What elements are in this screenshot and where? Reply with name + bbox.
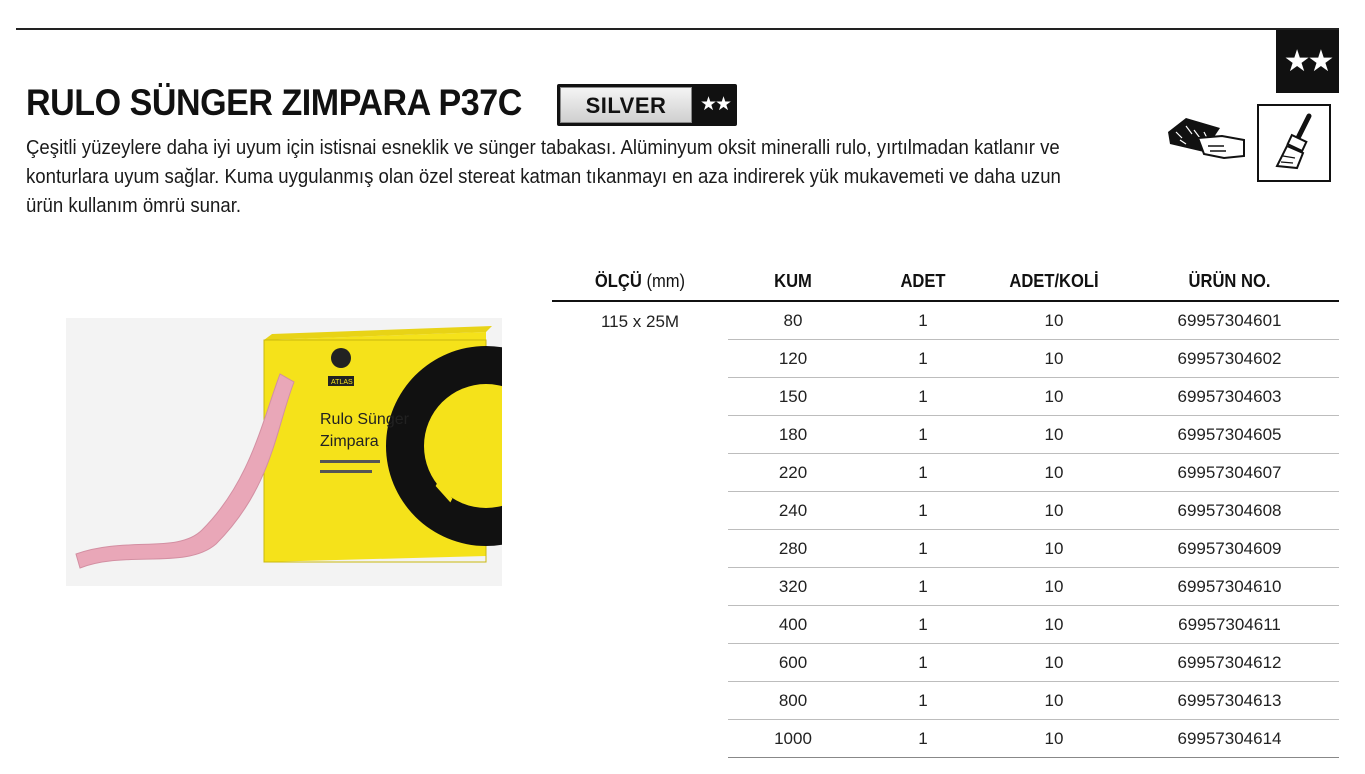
per-box-cell: 10 [988,720,1120,758]
badge-label: SILVER [560,87,692,123]
qty-cell: 1 [858,606,988,644]
code-cell: 69957304613 [1120,682,1339,720]
grit-cell: 240 [728,492,858,530]
per-box-cell: 10 [988,340,1120,378]
svg-text:ATLAS: ATLAS [427,404,502,507]
grit-cell: 800 [728,682,858,720]
grit-cell: 120 [728,340,858,378]
product-image [66,318,502,586]
size-cell: 115 x 25M [600,312,680,331]
box-label-line1: Rulo Sünger [320,411,409,428]
code-cell: 69957304608 [1120,492,1339,530]
grit-cell: 180 [728,416,858,454]
qty-cell: 1 [858,720,988,758]
per-box-cell: 10 [988,301,1120,340]
grit-cell: 220 [728,454,858,492]
paint-brush-icon [1257,104,1331,182]
spec-table [552,262,1339,758]
col-header-qty: ADET [863,262,983,301]
silver-badge [557,84,737,126]
per-box-cell: 10 [988,492,1120,530]
code-cell: 69957304603 [1120,378,1339,416]
per-box-cell: 10 [988,530,1120,568]
per-box-cell: 10 [988,416,1120,454]
qty-cell: 1 [858,416,988,454]
grit-cell: 400 [728,606,858,644]
hand-sanding-icon [1164,112,1248,168]
qty-cell: 1 [858,340,988,378]
per-box-cell: 10 [988,682,1120,720]
svg-text:ATLAS: ATLAS [331,379,353,386]
grit-cell: 1000 [728,720,858,758]
col-header-grit: KUM [733,262,853,301]
code-cell: 69957304612 [1120,644,1339,682]
code-cell: 69957304601 [1120,301,1339,340]
page-title: RULO SÜNGER ZIMPARA P37C [26,82,522,123]
qty-cell: 1 [858,682,988,720]
per-box-cell: 10 [988,568,1120,606]
grit-cell: 320 [728,568,858,606]
rating-stars-corner: ★★ [1276,30,1339,93]
col-header-size: ÖLÇÜ (mm) [559,262,721,301]
per-box-cell: 10 [988,378,1120,416]
grit-cell: 80 [728,301,858,340]
grit-cell: 600 [728,644,858,682]
table-row [552,301,1339,340]
qty-cell: 1 [858,644,988,682]
qty-cell: 1 [858,568,988,606]
code-cell: 69957304609 [1120,530,1339,568]
qty-cell: 1 [858,530,988,568]
grit-cell: 280 [728,530,858,568]
col-header-code: ÜRÜN NO. [1129,262,1330,301]
code-cell: 69957304610 [1120,568,1339,606]
box-label-line2: Zimpara [320,433,379,450]
table-header-row [552,262,1339,301]
per-box-cell: 10 [988,454,1120,492]
code-cell: 69957304605 [1120,416,1339,454]
qty-cell: 1 [858,454,988,492]
code-cell: 69957304611 [1120,606,1339,644]
code-cell: 69957304607 [1120,454,1339,492]
grit-cell: 150 [728,378,858,416]
product-description: Çeşitli yüzeylere daha iyi uyum için istisnai esneklik ve sünger tabakası. Alüminyum oksit mineralli rulo, yırtılmadan katlanır ve konturlara uyum sağlar. Kuma uygulanmış olan özel stereat katman tıkanmayı en aza indirerek yük mukavemeti ve daha uzun ürün kullanım ömrü sunar. [26,137,1061,217]
top-rule [16,28,1339,30]
qty-cell: 1 [858,492,988,530]
code-cell: 69957304614 [1120,720,1339,758]
badge-stars-icon: ★★ [699,94,731,115]
qty-cell: 1 [858,378,988,416]
per-box-cell: 10 [988,606,1120,644]
per-box-cell: 10 [988,644,1120,682]
col-header-per-box: ADET/KOLİ [993,262,1114,301]
code-cell: 69957304602 [1120,340,1339,378]
qty-cell: 1 [858,301,988,340]
